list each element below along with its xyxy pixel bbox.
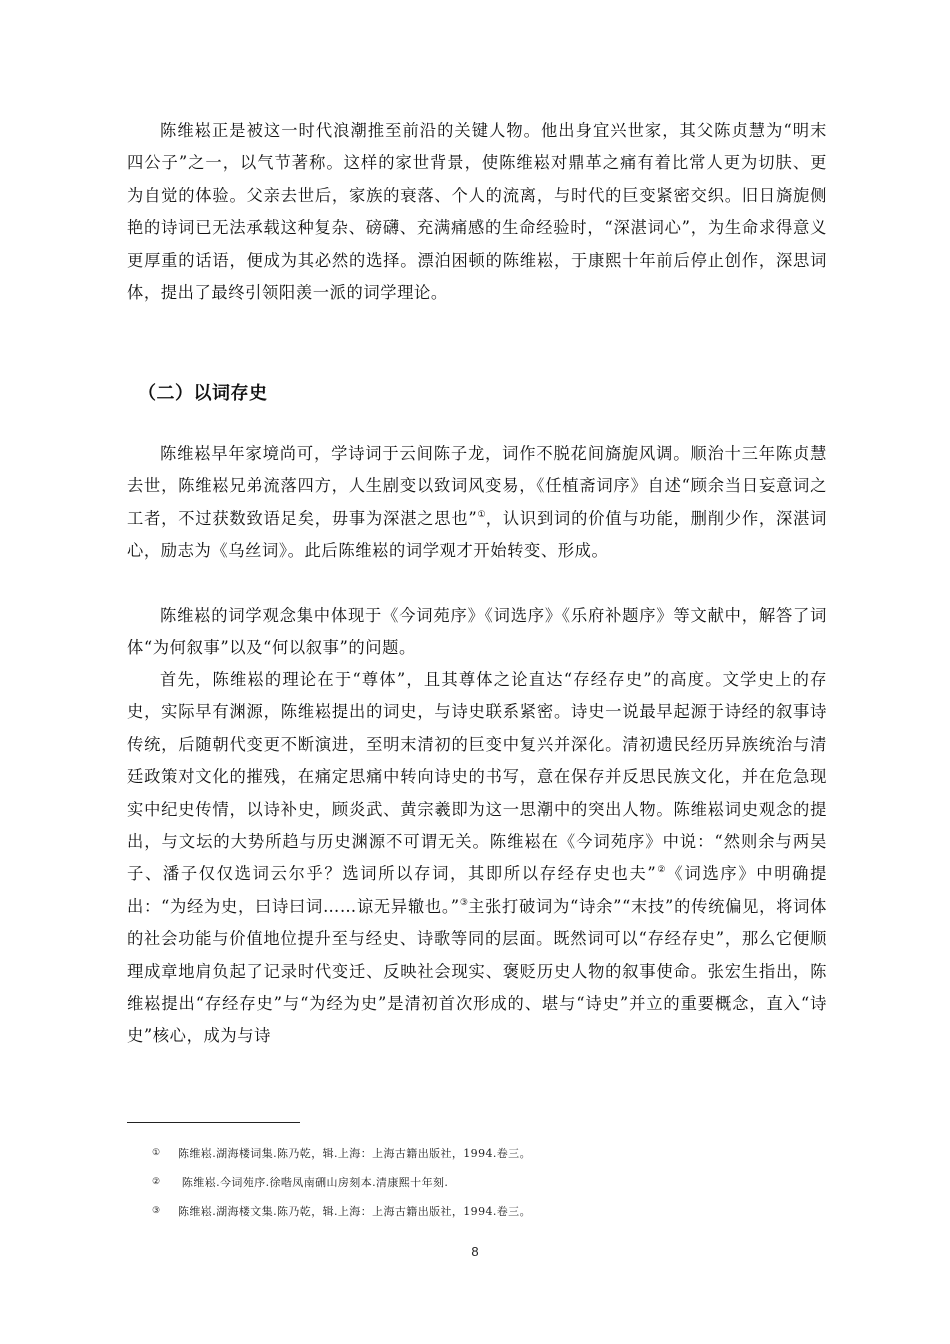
footnotes xyxy=(152,1143,832,1230)
paragraph-text: 《词选序》中明确提出：“为经为史，曰诗曰词……谅无异辙也。” xyxy=(127,864,827,916)
footnote-3 xyxy=(152,1201,832,1230)
footnote-text: 陈维崧.今词苑序.徐喈凤南硎山房刻本.清康熙十年刻. xyxy=(178,1176,449,1189)
section-heading: （二）以词存史 xyxy=(138,383,268,404)
page-number: 8 xyxy=(471,1244,479,1259)
footnote-mark: ① xyxy=(152,1148,161,1158)
footnote-text: 陈维崧.湖海楼词集.陈乃乾，辑.上海：上海古籍出版社，1994.卷三。 xyxy=(178,1147,531,1160)
paragraph-poetics-texts xyxy=(127,600,827,665)
footnote-2 xyxy=(152,1172,832,1201)
paragraph-text: 主张打破词为“诗余”“末技”的传统偏见，将词体的社会功能与价值地位提升至与经史、诗歌等同的层面。既然词可以“存经存史”，那么它便顺理成章地肩负起了记录时代变迁、反映社会现实、褒贬历史人物的叙事使命。张宏生指出，陈维崧提出“存经存史”与“为经为史”是清初首次形成的、堪与“诗史”并立的重要概念，直入“诗史”核心，成为与诗 xyxy=(127,896,827,1046)
footnote-1 xyxy=(152,1143,832,1172)
footnote-ref-1[interactable]: ① xyxy=(477,509,486,520)
footnote-mark: ② xyxy=(152,1177,161,1187)
footnote-text: 陈维崧.湖海楼文集.陈乃乾，辑.上海：上海古籍出版社，1994.卷三。 xyxy=(178,1205,531,1218)
paragraph-text: 陈维崧的词学观念集中体现于《今词苑序》《词选序》《乐府补题序》等文献中，解答了词体“为何叙事”以及“何以叙事”的问题。 xyxy=(127,606,827,658)
paragraph-text: ，认识到词的价值与功能，删削少作，深湛词心，励志为《乌丝词》。此后陈维崧的词学观才开始转变、形成。 xyxy=(127,508,827,561)
paragraph-cunjing-cunshi xyxy=(127,664,827,1053)
paragraph-early-years xyxy=(127,438,827,568)
paragraph-text: 首先，陈维崧的理论在于“尊体”，且其尊体之论直达“存经存史”的高度。文学史上的存史，实际早有渊源，陈维崧提出的词史，与诗史联系紧密。诗史一说最早起源于诗经的叙事诗传统，后随朝代变更不断演进，至明末清初的巨变中复兴并深化。清初遗民经历异族统治与清廷政策对文化的摧残，在痛定思痛中转向诗史的书写，意在保存并反思民族文化，并在危急现实中纪史传情，以诗补史，顾炎武、黄宗羲即为这一思潮中的突出人物。陈维崧词史观念的提出，与文坛的大势所趋与历史渊源不可谓无关。陈维崧在《今词苑序》中说：“然则余与两吴子、潘子仅仅选词云尔乎？选词所以存词，其即所以存经存史也夫” xyxy=(127,670,827,884)
footnote-ref-2[interactable]: ② xyxy=(656,865,667,876)
footnote-ref-3[interactable]: ③ xyxy=(459,897,469,908)
footnote-mark: ③ xyxy=(152,1206,161,1216)
paragraph-text: 陈维崧早年家境尚可，学诗词于云间陈子龙，词作不脱花间旖旎风调。顺治十三年陈贞慧去世，陈维崧兄弟流落四方，人生剧变以致词风变易，《任植斋词序》自述“顾余当日妄意词之工者，不过获数致语足矣，毋事为深湛之思也” xyxy=(127,444,827,528)
footnote-separator xyxy=(127,1122,300,1123)
paragraph-text: 陈维崧正是被这一时代浪潮推至前沿的关键人物。他出身宜兴世家，其父陈贞慧为“明末四公子”之一，以气节著称。这样的家世背景，使陈维崧对鼎革之痛有着比常人更为切肤、更为自觉的体验。父亲去世后，家族的衰落、个人的流离，与时代的巨变紧密交织。旧日旖旎侧艳的诗词已无法承载这种复杂、磅礴、充满痛感的生命经验时，“深湛词心”，为生命求得意义更厚重的话语，便成为其必然的选择。漂泊困顿的陈维崧，于康熙十年前后停止创作，深思词体，提出了最终引领阳羡一派的词学理论。 xyxy=(127,121,827,303)
paragraph-chen-weisong-background xyxy=(127,115,827,309)
